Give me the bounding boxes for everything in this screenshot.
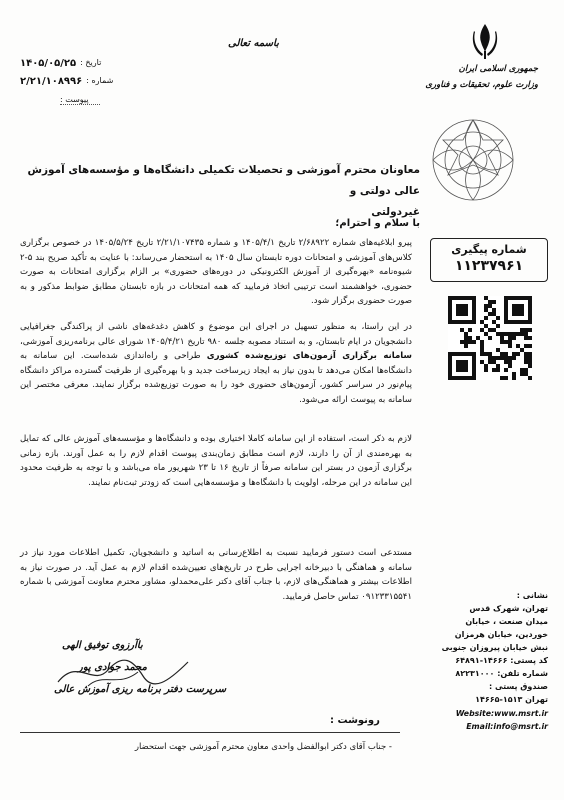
cc-divider [20,732,400,733]
date-label: تاریخ : [80,58,102,67]
addressee-line-1: معاونان محترم آموزشی و تحصیلات تکمیلی دانشگاه‌ها و مؤسسه‌های آموزش عالی دولتی و [27,164,420,197]
attachment-line [60,95,89,104]
address-label: نشانی : [516,591,548,600]
phone-number: شماره تلفن: ۸۲۲۳۱۰۰۰ [455,669,548,678]
greeting: با سلام و احترام؛ [335,218,420,229]
qr-code-icon [448,296,532,380]
tracking-number: ۱۱۲۳۷۹۶۱ [454,258,524,274]
signer-title: سرپرست دفتر برنامه ریزی آموزش عالی [54,684,227,695]
paragraph-4: مستدعی است دستور فرمایید نسبت به اطلاع‌رسانی به اساتید و دانشجویان، تکمیل اطلاعات مورد نیاز در سامانه و هماهنگی با دبیرخانه اجرایی طرح در تاریخ‌های تعیین‌شده اقدام لازم به عمل آید. در صورت نیاز به اطلاعات بیشتر و هماهنگی‌های لازم، با جناب آقای دکتر علی‌محمدلو، مشاور محترم معاونت آموزشی با شماره ۰۹۱۲۳۳۱۵۵۴۱ تماس حاصل فرمایید. [20,548,412,602]
paragraph-2-start: در این راستا، به منظور تسهیل در اجرای این موضوع و کاهش دغدغه‌های ناشی از پراکندگی جغرافیایی دانشجویان در ایام تابستان، و به استناد مصوبه جلسه ۹۸۰ تاریخ ۱۴۰۵/۴/۲۱ شورای عالی برنامه‌ریزی آموزشی، [20,322,412,347]
number-line [20,76,113,87]
motto: باسمه تعالی [228,38,279,49]
paragraph-1: پیرو ابلاغیه‌های شماره ۲/۶۸۹۲۲ تاریخ ۱۴۰۵/۴/۱ و شماره ۲/۲۱/۱۰۷۴۳۵ تاریخ ۱۴۰۵/۵/۲۴ در خصوص برگزاری کلاس‌های آموزشی و امتحانات دوره تابستان سال ۱۴۰۵ به استحضار می‌رساند: با عنایت به تأکید صریح بند ۵-۲ شیوه‌نامه «بهره‌گیری از آموزش الکترونیکی در دوره‌های حضوری» بر الزام برگزاری امتحانات به صورت حضوری، خواهشمند است ترتیبی اتخاذ فرمایید که همه امتحانات در بازه تابستان مطابق ضوابط مذکور و به صورت حضوری برگزار شود. [20,238,412,307]
attachment-rule [60,104,100,105]
paragraph-2 [20,320,412,408]
cc-item: - جناب آقای دکتر ابوالفضل واحدی معاون محترم آموزشی جهت استحضار [134,742,392,752]
signer-name: محمد جوادی پور [78,662,147,673]
po-box-label: صندوق پستی : [488,682,548,691]
addressee [20,160,420,223]
address-line-3: خوردین، خیابان هرمزان [454,630,548,639]
website-link[interactable]: Website:www.msrt.ir [455,709,548,718]
address-line-4: نبش خیابان پیروزان جنوبی [441,643,548,652]
ministry-line-2: وزارت علوم، تحقیقات و فناوری [425,80,538,90]
tracking-box [430,238,548,282]
ministry-line-1: جمهوری اسلامی ایران [458,64,538,74]
address-line-1: تهران، شهرک قدس [469,604,548,613]
tracking-title: شماره پیگیری [451,243,527,256]
attachment-label: پیوست : [60,95,89,104]
address-line-2: میدان صنعت ، خیابان [465,617,548,626]
date-value: ۱۴۰۵/۰۵/۲۵ [20,58,77,69]
po-box: تهران ۱۵۱۳-۱۴۶۶۵ [475,695,548,704]
closing-line: باآرزوی توفیق الهی [62,640,143,651]
addressee-line-2: غیردولتی [371,206,420,218]
iran-emblem-icon [470,22,500,60]
number-value: ۲/۲۱/۱۰۸۹۹۶ [20,76,83,87]
postal-code: کد پستی: ۱۴۶۶۶-۶۴۸۹۱ [455,656,548,665]
date-line [20,58,101,69]
persian-ornament-icon [398,110,548,210]
system-name: سامانه برگزاری آزمون‌های توزیع‌شده کشوری [206,351,412,362]
paragraph-3: لازم به ذکر است، استفاده از این سامانه کاملا اختیاری بوده و دانشگاه‌ها و مؤسسه‌های آموزش عالی که تمایل به بهره‌مندی از آن را دارند، لازم است مطابق زمان‌بندی پیوست اقدام لازم را به عمل آورند. بازه زمانی برگزاری آزمون در بستر این سامانه صرفاً از تاریخ ۱۶ تا ۲۳ شهریور ماه می‌باشد و با توجه به ظرفیت محدود این سامانه در این مرحله، اولویت با دانشگاه‌ها و مؤسسه‌هایی است که زودتر ثبت‌نام نمایند. [20,434,412,488]
email-link[interactable]: Email:info@msrt.ir [466,722,548,731]
number-label: شماره : [86,76,114,85]
signature-scribble-icon [48,652,198,692]
paragraph-2-end: طراحی و راه‌اندازی شده‌است. این سامانه به دانشگاه‌ها امکان می‌دهد تا بدون نیاز به ایجاد زیرساخت جدید و با بهره‌گیری از ظرفیت گسترده مراکز دانشگاه پیام‌نور در سراسر کشور، آزمون‌های حضوری خود را به صورت توزیع‌شده برگزار نمایند. معرفی مختصر این سامانه به پیوست ارائه می‌شود. [20,351,412,405]
cc-label: رونوشت : [330,715,380,726]
